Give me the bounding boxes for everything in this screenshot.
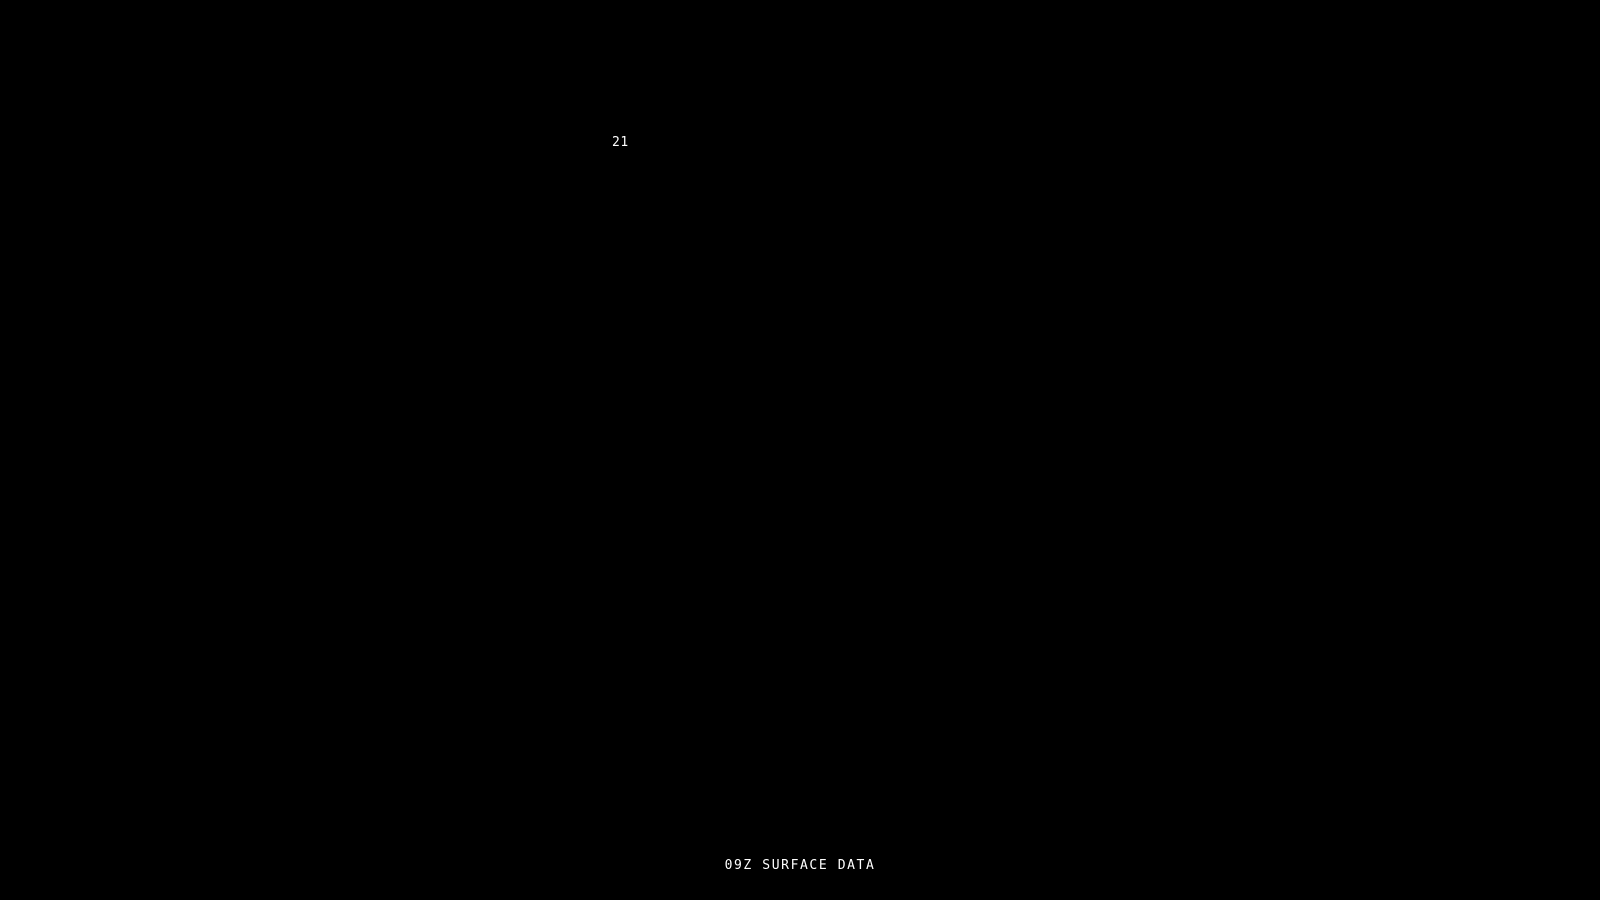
station-observation-temperature: 21 xyxy=(612,135,629,150)
map-caption: 09Z SURFACE DATA xyxy=(724,858,876,873)
